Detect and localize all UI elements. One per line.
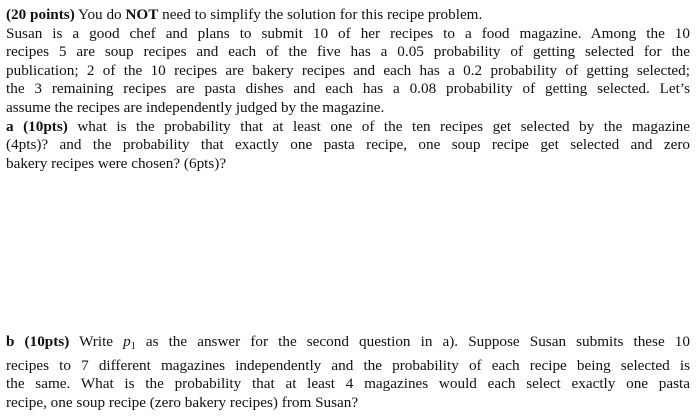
statement-line-6: assume the recipes are independently judged by the magazine. <box>6 98 385 116</box>
part-a-text-1: what is the probability that at least one of the ten recipes get selected by the magazine <box>67 117 691 135</box>
math-variable: p <box>123 333 131 350</box>
statement-line-3: recipes 5 are soup recipes and each of the five has a 0.05 probability of getting selected for the <box>6 43 690 61</box>
points-label: (20 points) <box>6 6 75 23</box>
header-text-2: need to simplify the solution for this recipe problem. <box>158 6 483 23</box>
problem-text <box>6 6 690 173</box>
math-p1 <box>123 333 136 350</box>
part-a-line-3: bakery recipes were chosen? (6pts)? <box>6 154 227 172</box>
part-b-line-4: recipe, one soup recipe (zero bakery recipes) from Susan? <box>6 393 359 411</box>
math-subscript: 1 <box>130 341 136 352</box>
part-a-label: a (10pts) <box>6 117 68 135</box>
part-b-line-1 <box>6 333 690 357</box>
problem-statement <box>6 6 690 118</box>
part-b-text-post: as the answer for the second question in a). Suppose Susan submits these 10 <box>135 333 690 350</box>
part-b <box>6 333 690 412</box>
part-b-text-pre: Write <box>69 333 124 350</box>
statement-line-4: publication; 2 of the 10 recipes are bakery recipes and each has a 0.2 probability of getting selected; <box>6 61 690 79</box>
not-emphasis: NOT <box>125 6 159 23</box>
part-b-line-3: the same. What is the probability that at least 4 magazines would each select exactly one pasta <box>6 375 690 393</box>
header-text-1: You do <box>74 6 126 23</box>
problem-header <box>6 6 690 25</box>
statement-line-5: the 3 remaining recipes are pasta dishes and each has a 0.08 probability of getting selected. Let’s <box>6 80 690 98</box>
part-a-line-2: (4pts)? and the probability that exactly one pasta recipe, one soup recipe get selected and zero <box>6 136 690 154</box>
part-b-paragraph <box>6 333 690 412</box>
part-b-line-2: recipes to 7 different magazines independently and the probability of each recipe being selected is <box>6 356 690 374</box>
part-a-line-1 <box>6 118 690 137</box>
statement-line-2: Susan is a good chef and plans to submit 10 of her recipes to a food magazine. Among the 10 <box>6 24 690 42</box>
part-b-label: b (10pts) <box>6 333 70 350</box>
part-a <box>6 118 690 174</box>
